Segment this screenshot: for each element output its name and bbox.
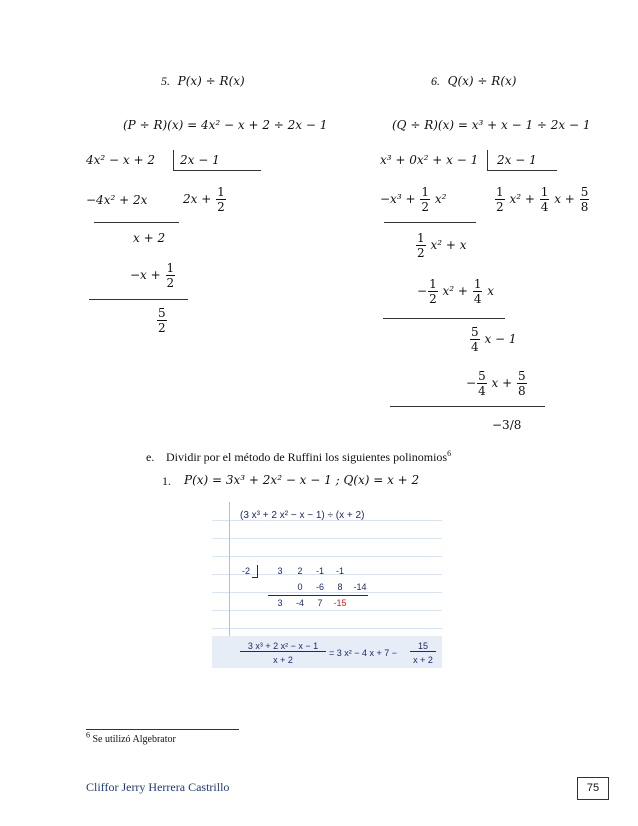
problem6-subtraction-1: −x³ + $\frac{1}{2}$ x² <box>380 185 447 214</box>
problem5-rule-1 <box>94 222 179 223</box>
ruffini-row1-cell: -1 <box>335 566 344 576</box>
ruffini-remainder-cell: -15 <box>333 598 347 608</box>
problem6-quotient: $\frac{1}{2}$ x² + $\frac{1}{4}$ x + $\frac{5}{8}$ <box>496 185 589 214</box>
ruffini-row1-cell: 2 <box>297 566 303 576</box>
ruffini-row1-cell: -1 <box>315 566 324 576</box>
algebrator-result-denominator: x + 2 <box>273 655 293 665</box>
problem5-remainder: $\frac{5}{2}$ <box>158 306 166 335</box>
problem5-rule-2 <box>89 299 188 300</box>
problem5-divisor: 2x − 1 <box>180 153 220 167</box>
ruffini-root: -2 <box>242 566 251 576</box>
problem6-subtraction-2: − $\frac{1}{2}$ x² + $\frac{1}{4}$ x <box>417 277 495 306</box>
problem6-remainder: −3/8 <box>492 418 522 432</box>
problem6-remainder-2: $\frac{5}{4}$ x − 1 <box>471 325 517 354</box>
footnote-mark: 6 <box>86 730 90 740</box>
ruffini-row3-cell: 3 <box>277 598 283 608</box>
problem6-statement: (Q ÷ R)(x) = x³ + x − 1 ÷ 2x − 1 <box>392 118 591 132</box>
algebrator-header: (3 x³ + 2 x² − x − 1) ÷ (x + 2) <box>240 510 365 521</box>
problem5-remainder-1: x + 2 <box>133 231 166 245</box>
section-e-item-text: P(x) = 3x³ + 2x² − x − 1 ; Q(x) = x + 2 <box>184 473 420 487</box>
algebrator-result-rhs: = 3 x² − 4 x + 7 − <box>329 648 398 658</box>
problem6-rule-2 <box>383 318 505 319</box>
problem6-divisor: 2x − 1 <box>497 153 537 167</box>
algebrator-result-frac-num: 15 <box>410 641 436 652</box>
ruffini-row3-cell: 7 <box>317 598 323 608</box>
ruffini-row2-cell: -6 <box>315 582 324 592</box>
page-number: 75 <box>577 777 609 800</box>
footnote-reference: 6 <box>447 449 452 458</box>
problem6-remainder-1: $\frac{1}{2}$ x² + x <box>417 231 467 260</box>
footnote-text: Se utilizó Algebrator <box>92 734 176 745</box>
problem6-heading: 6. Q(x) ÷ R(x) <box>431 74 517 88</box>
footnote <box>86 730 176 745</box>
division-bracket-vertical-6 <box>487 150 488 170</box>
problem5-quotient: 2x + $\frac{1}{2}$ <box>183 185 225 214</box>
problem6-subtraction-3: − $\frac{5}{4}$ x + $\frac{5}{8}$ <box>466 369 526 398</box>
problem5-statement: (P ÷ R)(x) = 4x² − x + 2 ÷ 2x − 1 <box>123 118 328 132</box>
problem5-subtraction-2: −x + $\frac{1}{2}$ <box>130 261 175 290</box>
algebrator-screenshot <box>212 502 442 668</box>
footer-author: Cliffor Jerry Herrera Castrillo <box>86 780 230 794</box>
ruffini-row2-cell: 8 <box>337 582 343 592</box>
algebrator-result-numerator: 3 x³ + 2 x² − x − 1 <box>240 641 326 652</box>
problem5-subtraction-1: −4x² + 2x <box>86 193 148 207</box>
problem5-dividend: 4x² − x + 2 <box>86 153 155 167</box>
algebrator-result-frac-den: x + 2 <box>413 655 433 665</box>
ruffini-row1-cell: 3 <box>277 566 283 576</box>
footnote-rule <box>86 729 239 730</box>
section-e-text: Dividir por el método de Ruffini los siguientes polinomios$^6$ <box>166 449 452 464</box>
problem6-dividend: x³ + 0x² + x − 1 <box>380 153 479 167</box>
problem5-heading: 5. P(x) ÷ R(x) <box>161 74 245 88</box>
division-bracket-vertical <box>173 150 174 170</box>
ruffini-row2-cell: 0 <box>297 582 303 592</box>
section-e-item-number: 1. <box>162 474 171 488</box>
problem6-rule-1 <box>384 222 476 223</box>
section-e-label: e. <box>146 450 155 464</box>
division-bracket-horizontal <box>173 170 261 171</box>
ruffini-row3-cell: -4 <box>295 598 304 608</box>
problem6-rule-3 <box>390 406 545 407</box>
division-bracket-horizontal-6 <box>487 170 557 171</box>
ruffini-row2-cell: -14 <box>353 582 367 592</box>
